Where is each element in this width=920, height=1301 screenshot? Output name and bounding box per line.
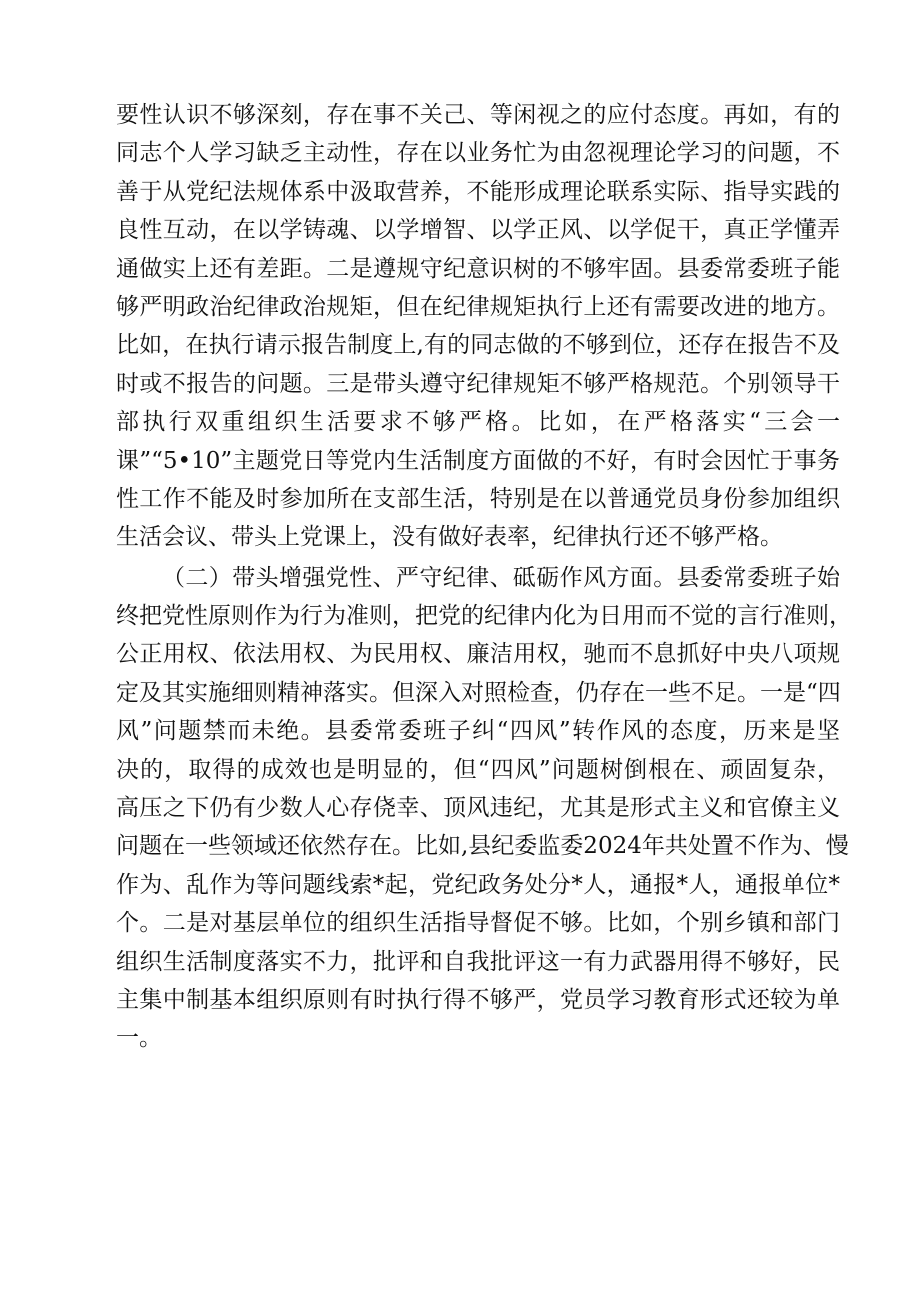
section-heading-line: （二）带头增强党性、严守纪律、砥砺作风方面。县委常委班子始: [162, 564, 840, 591]
text-line: 善于从党纪法规体系中汲取营养，不能形成理论联系实际、指导实践的: [116, 178, 840, 205]
text-line: 定及其实施细则精神落实。但深入对照检查，仍存在一些不足。一是“四: [116, 679, 841, 706]
text-line: 终把党性原则作为行为准则，把党的纪律内化为日用而不觉的言行准则，: [116, 603, 852, 630]
text-line: 一。: [116, 1025, 162, 1052]
text-line: 要性认识不够深刻，存在事不关己、等闲视之的应付态度。再如，有的: [116, 102, 840, 128]
text-line: 主集中制基本组织原则有时执行得不够严，党员学习教育形式还较为单: [116, 986, 840, 1013]
text-line: 课”“5•10”主题党日等党内生活制度方面做的不好，有时会因忙于事务: [116, 447, 840, 474]
text-line: 高压之下仍有少数人心存侥幸、顶风违纪，尤其是形式主义和官僚主义: [116, 795, 840, 822]
text-line: 生活会议、带头上党课上，没有做好表率，纪律执行还不够严格。: [116, 524, 783, 551]
text-line: 同志个人学习缺乏主动性，存在以业务忙为由忽视理论学习的问题，不: [116, 140, 840, 167]
text-line: 风”问题禁而未绝。县委常委班子纠“四风”转作风的态度，历来是坚: [116, 718, 840, 745]
text-line: 部执行双重组织生活要求不够严格。比如，在严格落实“三会一: [116, 409, 840, 436]
text-line: 公正用权、依法用权、为民用权、廉洁用权，驰而不息抓好中央八项规: [116, 641, 840, 668]
text-line: 时或不报告的问题。三是带头遵守纪律规矩不够严格规范。个别领导干: [116, 370, 840, 397]
text-line: 问题在一些领域还依然存在。比如,县纪委监委2024年共处置不作为、慢: [116, 833, 849, 860]
text-line: 决的，取得的成效也是明显的，但“四风”问题树倒根在、顽固复杂，: [116, 756, 840, 783]
text-line: 个。二是对基层单位的组织生活指导督促不够。比如，个别乡镇和部门: [116, 910, 840, 937]
document-body: [116, 96, 852, 1058]
text-line: 组织生活制度落实不力，批评和自我批评这一有力武器用得不够好，民: [116, 948, 840, 975]
text-line: 比如，在执行请示报告制度上,有的同志做的不够到位，还存在报告不及: [116, 332, 840, 359]
text-line: 性工作不能及时参加所在支部生活，特别是在以普通党员身份参加组织: [116, 485, 840, 512]
text-line: 良性互动，在以学铸魂、以学增智、以学正风、以学促干，真正学懂弄: [116, 217, 840, 244]
text-line: 通做实上还有差距。二是遵规守纪意识树的不够牢固。县委常委班子能: [116, 255, 840, 282]
text-line: 够严明政治纪律政治规矩，但在纪律规矩执行上还有需要改进的地方。: [116, 293, 840, 320]
text-line: 作为、乱作为等问题线索*起，党纪政务处分*人，通报*人，通报单位*: [116, 871, 840, 898]
